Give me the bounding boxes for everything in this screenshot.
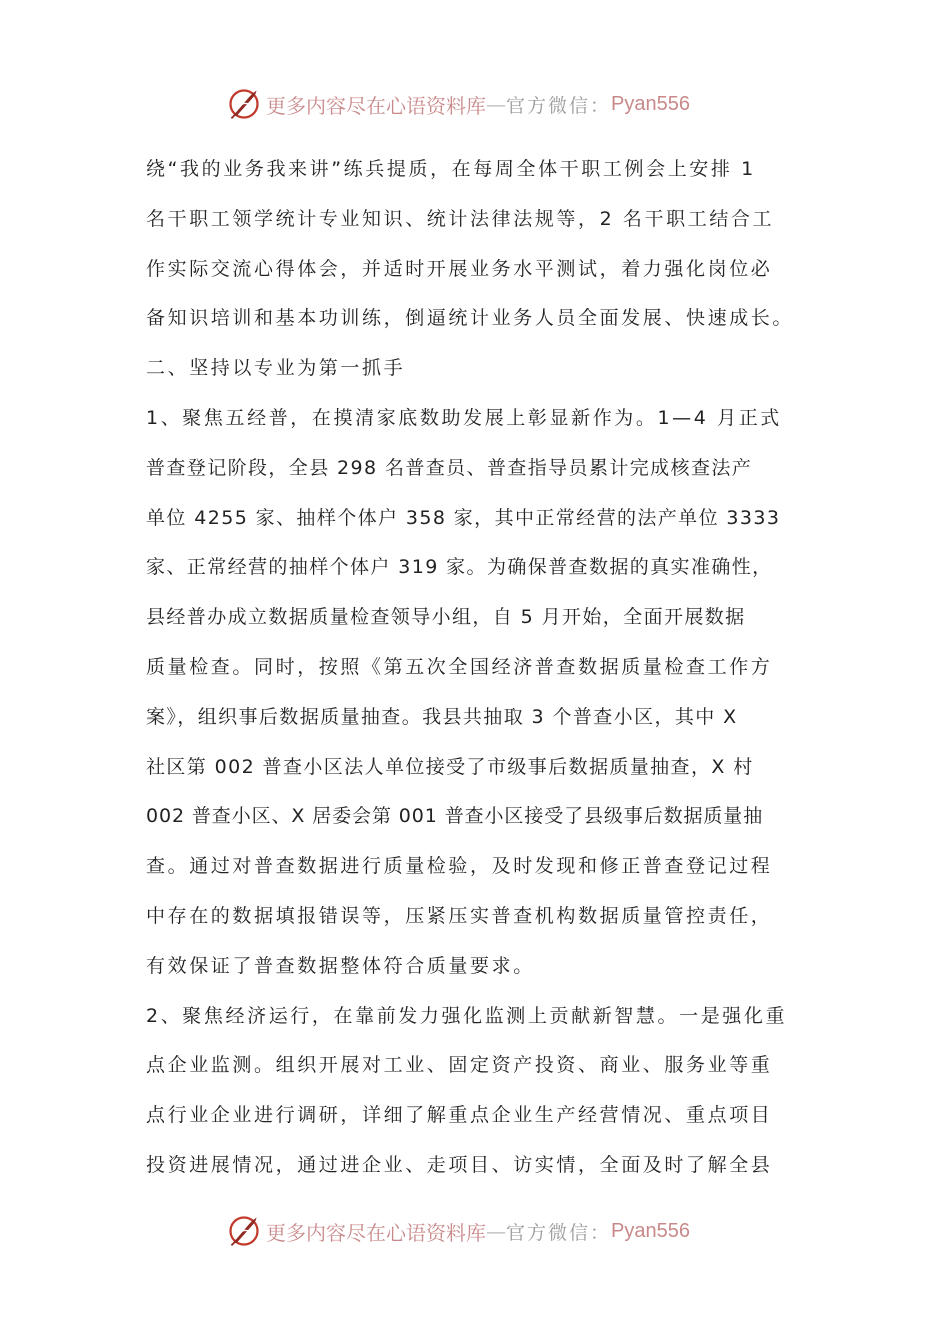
footer-watermark bbox=[226, 1211, 690, 1251]
text-line: 家、正常经营的抽样个体户 319 家。为确保普查数据的真实准确性， bbox=[146, 556, 773, 579]
text-line: 有效保证了普查数据整体符合质量要求。 bbox=[146, 954, 535, 977]
watermark-wechat-id: Pyan556 bbox=[611, 1219, 690, 1242]
text-line: 查。通过对普查数据进行质量检验，及时发现和修正普查登记过程 bbox=[146, 855, 773, 878]
header-watermark bbox=[226, 84, 690, 124]
text-line: 案》，组织事后数据质量抽查。我县共抽取 3 个普查小区，其中 X bbox=[146, 705, 738, 728]
body-text bbox=[146, 145, 810, 1191]
text-line: 中存在的数据填报错误等，压紧压实普查机构数据质量管控责任， bbox=[146, 904, 773, 927]
text-line: 绕“我的业务我来讲”练兵提质，在每周全体干职工例会上安排 1 bbox=[146, 158, 756, 180]
quill-pen-logo-icon bbox=[226, 86, 262, 122]
watermark-official-label: 官方微信： bbox=[506, 94, 612, 117]
section-heading: 二、坚持以专业为第一抓手 bbox=[146, 357, 406, 380]
watermark-brand: 更多内容尽在心语资料库 bbox=[266, 93, 486, 118]
watermark-wechat-id: Pyan556 bbox=[611, 92, 690, 115]
watermark-dash: — bbox=[486, 1219, 506, 1243]
text-line: 名干职工领学统计专业知识、统计法律法规等，2 名干职工结合工 bbox=[146, 207, 775, 230]
watermark-brand: 更多内容尽在心语资料库 bbox=[266, 1220, 486, 1245]
quill-pen-logo-icon bbox=[226, 1213, 262, 1249]
text-line: 社区第 002 普查小区法人单位接受了市级事后数据质量抽查，X 村 bbox=[146, 755, 754, 778]
text-line: 点企业监测。组织开展对工业、固定资产投资、商业、服务业等重 bbox=[146, 1054, 773, 1077]
text-line: 单位 4255 家、抽样个体户 358 家，其中正常经营的法产单位 3333 bbox=[146, 506, 781, 529]
text-line: 质量检查。同时，按照《第五次全国经济普查数据质量检查工作方 bbox=[146, 655, 773, 678]
text-line: 2、聚焦经济运行，在靠前发力强化监测上贡献新智慧。一是强化重 bbox=[146, 1004, 788, 1027]
text-line: 1、聚焦五经普，在摸清家底数助发展上彰显新作为。1—4 月正式 bbox=[146, 406, 782, 429]
text-line: 投资进展情况，通过进企业、走项目、访实情，全面及时了解全县 bbox=[146, 1153, 773, 1176]
watermark-official-label: 官方微信： bbox=[506, 1221, 612, 1244]
text-line: 普查登记阶段，全县 298 名普查员、普查指导员累计完成核查法产 bbox=[146, 456, 753, 479]
watermark-dash: — bbox=[486, 92, 506, 116]
text-line: 点行业企业进行调研，详细了解重点企业生产经营情况、重点项目 bbox=[146, 1104, 773, 1127]
text-line: 县经普办成立数据质量检查领导小组，自 5 月开始，全面开展数据 bbox=[146, 606, 746, 629]
text-line: 备知识培训和基本功训练，倒逼统计业务人员全面发展、快速成长。 bbox=[146, 307, 795, 330]
text-line: 002 普查小区、X 居委会第 001 普查小区接受了县级事后数据质量抽 bbox=[146, 805, 764, 828]
text-line: 作实际交流心得体会，并适时开展业务水平测试，着力强化岗位必 bbox=[146, 257, 773, 280]
